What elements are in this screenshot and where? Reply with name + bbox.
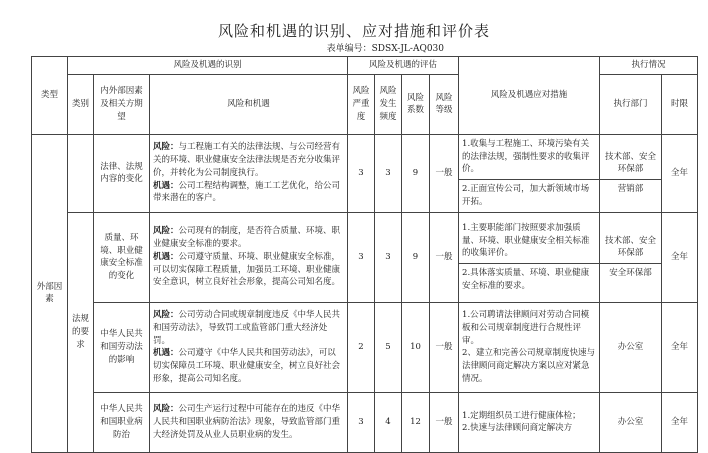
- risk-table: [31, 56, 698, 453]
- measures-cell: 1.定期组织员工进行健康体检； 2.快速与法律顾问商定解决方: [459, 392, 600, 452]
- header-row-1: [32, 57, 698, 75]
- period-cell: 全年: [662, 134, 698, 212]
- risk-opportunity-cell: [150, 212, 348, 302]
- risk-text: 公司现有的制度，是否符合质量、环境、职业健康安全标准的要求。: [153, 226, 341, 250]
- dept-2: 安全环保部: [600, 263, 661, 280]
- header-execution-group: 执行情况: [600, 57, 698, 75]
- opportunity-label: 机遇：: [153, 251, 179, 262]
- factor-cell: 中华人民共和国劳动法的影响: [94, 302, 150, 392]
- measure-2: 2.正面宣传公司，加大新领域市场开拓。: [459, 179, 599, 209]
- dept-cell: 办公室: [600, 392, 662, 452]
- dept-1: 技术部、安全环保部: [605, 151, 657, 175]
- header-stakeholders: 内外部因素及相关方期望: [94, 74, 150, 134]
- header-severity: 风险严重度: [348, 74, 375, 134]
- risk-label: 风险：: [153, 310, 179, 320]
- frequency-cell: 3: [375, 134, 402, 212]
- risk-opportunity-cell: [150, 134, 348, 212]
- header-category: 类别: [68, 74, 94, 134]
- dept-cell: [600, 212, 662, 302]
- risk-label: 风险：: [153, 142, 179, 153]
- coefficient-cell: 10: [402, 302, 430, 392]
- header-coefficient: 风险系数: [402, 74, 430, 134]
- header-risk-opportunity: 风险和机遇: [150, 74, 348, 134]
- opportunity-text: 公司遵守质量、环境、职业健康安全标准，可以切实保障工程质量，加强员工环境、职业健康安全意识，树立良好社会形象，提高公司知名度。: [153, 251, 341, 288]
- period-cell: 全年: [662, 392, 698, 452]
- level-cell: 一般: [430, 302, 459, 392]
- dept-1: 技术部、安全环保部: [605, 235, 657, 259]
- level-cell: 一般: [430, 212, 459, 302]
- opportunity-text: 公司遵守《中华人民共和国劳动法》，可以切实保障员工环境、职业健康安全，树立良好社会形象，提高公司知名度。: [153, 348, 341, 384]
- header-evaluate-group: 风险及机遇的评估: [348, 57, 459, 75]
- risk-opportunity-cell: [150, 302, 348, 392]
- severity-cell: 3: [348, 392, 375, 452]
- category-cell: 法规的要求: [68, 212, 94, 452]
- severity-cell: 2: [348, 302, 375, 392]
- factor-cell: 质量、环境、职业健康安全标准的变化: [94, 212, 150, 302]
- header-frequency: 风险发生频度: [375, 74, 402, 134]
- dept-cell: [600, 134, 662, 212]
- table-row: [32, 302, 698, 392]
- measure-1: 1.收集与工程施工、环境污染有关的法律法规，强制性要求的收集评价。: [462, 138, 590, 175]
- coefficient-cell: 9: [402, 212, 430, 302]
- risk-text: 与工程施工有关的法律法规、与公司经营有关的环境、职业健康安全法律法规是否充分收集评价，并转化为公司制度执行。: [153, 142, 341, 178]
- level-cell: 一般: [430, 134, 459, 212]
- coefficient-cell: 12: [402, 392, 430, 452]
- frequency-cell: 5: [375, 302, 402, 392]
- risk-text: 公司生产运行过程中可能存在的违反《中华人民共和国职业病防治法》现象，导致监管部门重大经济处罚及从业人员职业病的发生。: [153, 404, 341, 440]
- opportunity-label: 机遇：: [153, 348, 179, 359]
- coefficient-cell: 9: [402, 134, 430, 212]
- factor-cell: 中华人民共和国职业病防治: [94, 392, 150, 452]
- header-identify-group: 风险及机遇的识别: [68, 57, 348, 75]
- level-cell: 一般: [430, 392, 459, 452]
- period-cell: 全年: [662, 302, 698, 392]
- measures-cell: 1.公司聘请法律顾问对劳动合同模板和公司规章制度进行合规性评审。 2、建立和完善公司规章制度快速与法律顾问商定解决方案以应对紧急情况。: [459, 302, 600, 392]
- header-dept: 执行部门: [600, 74, 662, 134]
- type-cell: 外部因素: [32, 134, 68, 452]
- frequency-cell: 4: [375, 392, 402, 452]
- dept-cell: 办公室: [600, 302, 662, 392]
- header-type: 类型: [32, 57, 68, 135]
- severity-cell: 3: [348, 134, 375, 212]
- header-measures: 风险及机遇应对措施: [459, 57, 600, 135]
- document-title: 风险和机遇的识别、应对措施和评价表: [217, 22, 490, 40]
- risk-text: 公司劳动合同或规章制度违反《中华人民共和国劳动法》，导致罚工或监管部门重大经济处罚。: [153, 310, 341, 346]
- measures-cell: [459, 212, 600, 302]
- dept-2: 营销部: [600, 179, 661, 196]
- severity-cell: 3: [348, 212, 375, 302]
- opportunity-label: 机遇：: [153, 180, 179, 191]
- header-period: 时限: [662, 74, 698, 134]
- form-number: 表单编号：SDSX-JL-AQ030: [326, 44, 444, 54]
- risk-label: 风险：: [153, 226, 179, 237]
- risk-opportunity-cell: [150, 392, 348, 452]
- opportunity-text: 公司工程结构调整，施工工艺优化，给公司带来潜在的客户。: [153, 180, 341, 204]
- measure-2: 2.具体落实质量、环境、职业健康安全标准的要求。: [459, 263, 599, 293]
- risk-label: 风险：: [153, 404, 179, 415]
- measure-1: 1.主要职能部门按照要求加强质量、环境、职业健康安全相关标准的收集评价。: [462, 222, 590, 259]
- factor-cell: 法律、法规内容的变化: [94, 134, 150, 212]
- measures-cell: [459, 134, 600, 212]
- header-level: 风险等级: [430, 74, 459, 134]
- table-row: [32, 392, 698, 452]
- frequency-cell: 3: [375, 212, 402, 302]
- period-cell: 全年: [662, 212, 698, 302]
- table-row: [32, 134, 698, 212]
- table-row: [32, 212, 698, 302]
